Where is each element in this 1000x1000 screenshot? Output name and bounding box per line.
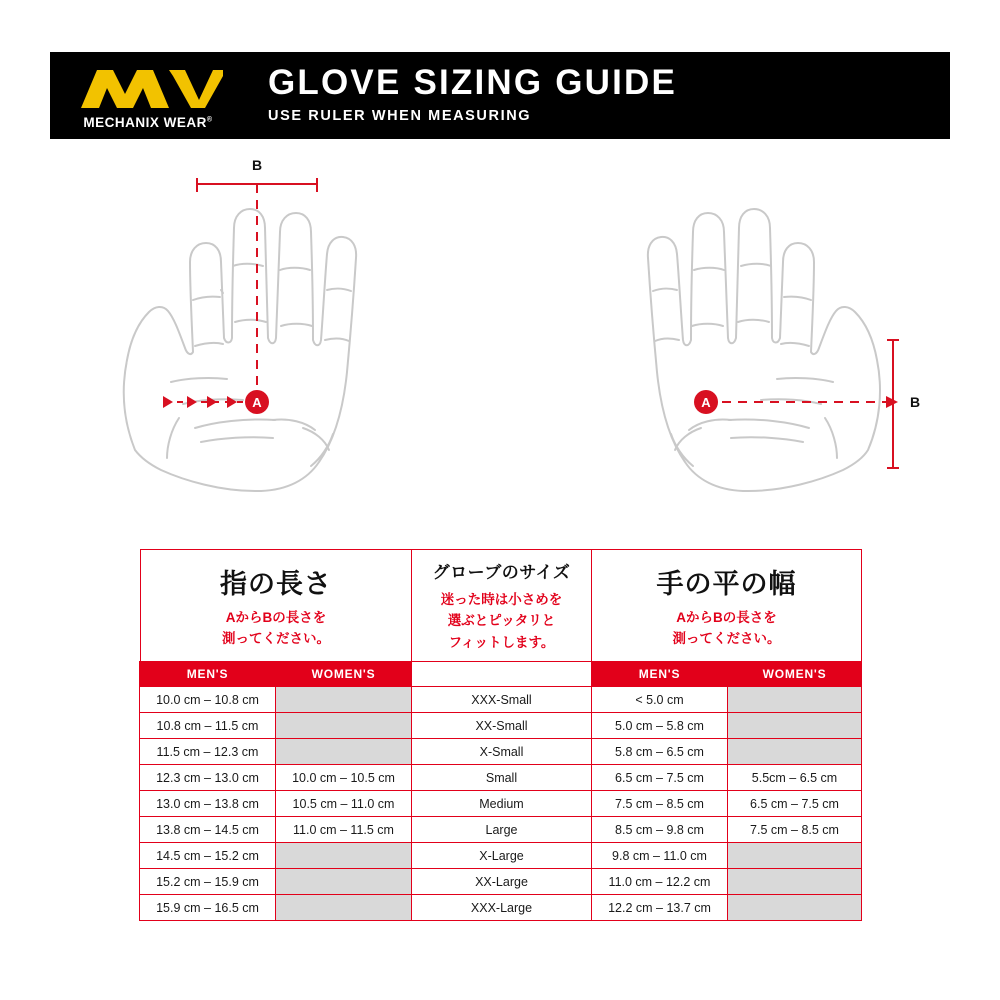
header-left-womens: WOMEN'S	[275, 661, 412, 687]
brand-wordmark	[83, 115, 212, 130]
cell-left-mens: 15.9 cm – 16.5 cm	[139, 894, 276, 921]
finger-length-title-cell	[140, 549, 412, 662]
header-size	[411, 661, 592, 687]
palm-width-title-cell	[591, 549, 862, 662]
cell-right-mens: 7.5 cm – 8.5 cm	[591, 790, 728, 817]
cell-left-mens: 14.5 cm – 15.2 cm	[139, 842, 276, 869]
finger-length-title: 指の長さ	[220, 568, 332, 599]
sizing-table-grid	[140, 662, 862, 921]
cell-size: X-Large	[411, 842, 592, 869]
cell-right-womens	[727, 686, 862, 713]
cell-size: Large	[411, 816, 592, 843]
palm-width-note-line1: AからBの長さを	[676, 609, 777, 625]
point-a-label-right: A	[701, 395, 711, 410]
cell-left-womens	[275, 868, 412, 895]
cell-left-womens	[275, 842, 412, 869]
cell-right-mens: 9.8 cm – 11.0 cm	[591, 842, 728, 869]
cell-size: Small	[411, 764, 592, 791]
page-subtitle: USE RULER WHEN MEASURING	[268, 108, 532, 125]
finger-length-note-line2: 測ってください。	[222, 630, 330, 646]
cell-size: XX-Small	[411, 712, 592, 739]
glove-size-note-line2: 選ぶとピッタリと	[447, 613, 556, 629]
cell-right-womens	[727, 868, 862, 895]
cell-size: XXX-Large	[411, 894, 592, 921]
header-text-block	[268, 62, 678, 127]
cell-left-womens	[275, 738, 412, 765]
cell-right-womens	[727, 842, 862, 869]
sizing-tables	[140, 549, 862, 921]
cell-left-womens	[275, 894, 412, 921]
palm-width-title: 手の平の幅	[656, 568, 797, 599]
point-b-label-left: B	[251, 157, 263, 173]
header-right-mens: MEN'S	[591, 661, 728, 687]
glove-size-title-cell	[411, 549, 592, 662]
glove-size-title: グローブのサイズ	[432, 562, 571, 582]
cell-right-mens: < 5.0 cm	[591, 686, 728, 713]
registered-mark: ®	[206, 116, 213, 123]
cell-right-mens: 5.0 cm – 5.8 cm	[591, 712, 728, 739]
point-b-label-right: B	[909, 394, 921, 410]
cell-right-womens	[727, 894, 862, 921]
cell-left-mens: 13.0 cm – 13.8 cm	[139, 790, 276, 817]
cell-left-mens: 11.5 cm – 12.3 cm	[139, 738, 276, 765]
cell-right-womens	[727, 738, 862, 765]
page-title: GLOVE SIZING GUIDE	[268, 62, 678, 102]
cell-right-mens: 8.5 cm – 9.8 cm	[591, 816, 728, 843]
header-right-womens: WOMEN'S	[727, 661, 862, 687]
cell-right-womens: 5.5cm – 6.5 cm	[727, 764, 862, 791]
cell-right-womens: 7.5 cm – 8.5 cm	[727, 816, 862, 843]
cell-size: X-Small	[411, 738, 592, 765]
cell-left-womens	[275, 712, 412, 739]
cell-right-mens: 11.0 cm – 12.2 cm	[591, 868, 728, 895]
table-title-row	[140, 549, 862, 662]
cell-right-womens: 6.5 cm – 7.5 cm	[727, 790, 862, 817]
cell-left-womens: 10.5 cm – 11.0 cm	[275, 790, 412, 817]
point-a-label-left: A	[252, 395, 262, 410]
hand-diagram-palm-width	[570, 150, 970, 545]
cell-left-mens: 15.2 cm – 15.9 cm	[139, 868, 276, 895]
cell-left-mens: 10.8 cm – 11.5 cm	[139, 712, 276, 739]
header-left-mens: MEN'S	[139, 661, 276, 687]
brand-logo	[50, 52, 246, 139]
cell-right-womens	[727, 712, 862, 739]
hand-diagrams	[50, 150, 950, 545]
cell-right-mens: 5.8 cm – 6.5 cm	[591, 738, 728, 765]
cell-left-womens: 10.0 cm – 10.5 cm	[275, 764, 412, 791]
cell-left-mens: 13.8 cm – 14.5 cm	[139, 816, 276, 843]
palm-width-note	[673, 608, 781, 650]
cell-right-mens: 12.2 cm – 13.7 cm	[591, 894, 728, 921]
cell-left-mens: 12.3 cm – 13.0 cm	[139, 764, 276, 791]
cell-left-womens: 11.0 cm – 11.5 cm	[275, 816, 412, 843]
palm-width-note-line2: 測ってください。	[672, 630, 781, 646]
mechanix-m-icon	[73, 64, 223, 114]
hand-diagram-finger-length	[75, 150, 515, 545]
finger-length-note-line1: AからBの長さを	[225, 609, 327, 625]
cell-left-mens: 10.0 cm – 10.8 cm	[139, 686, 276, 713]
cell-size: XXX-Small	[411, 686, 592, 713]
cell-right-mens: 6.5 cm – 7.5 cm	[591, 764, 728, 791]
cell-size: Medium	[411, 790, 592, 817]
glove-size-note	[441, 589, 563, 654]
cell-size: XX-Large	[411, 868, 592, 895]
glove-size-note-line3: フィットします。	[448, 634, 555, 650]
cell-left-womens	[275, 686, 412, 713]
brand-wordmark-text: MECHANIX WEAR	[83, 114, 207, 130]
glove-size-note-line1: 迷った時は小さめを	[440, 591, 563, 607]
finger-length-note	[222, 608, 330, 650]
page-header	[50, 52, 950, 139]
